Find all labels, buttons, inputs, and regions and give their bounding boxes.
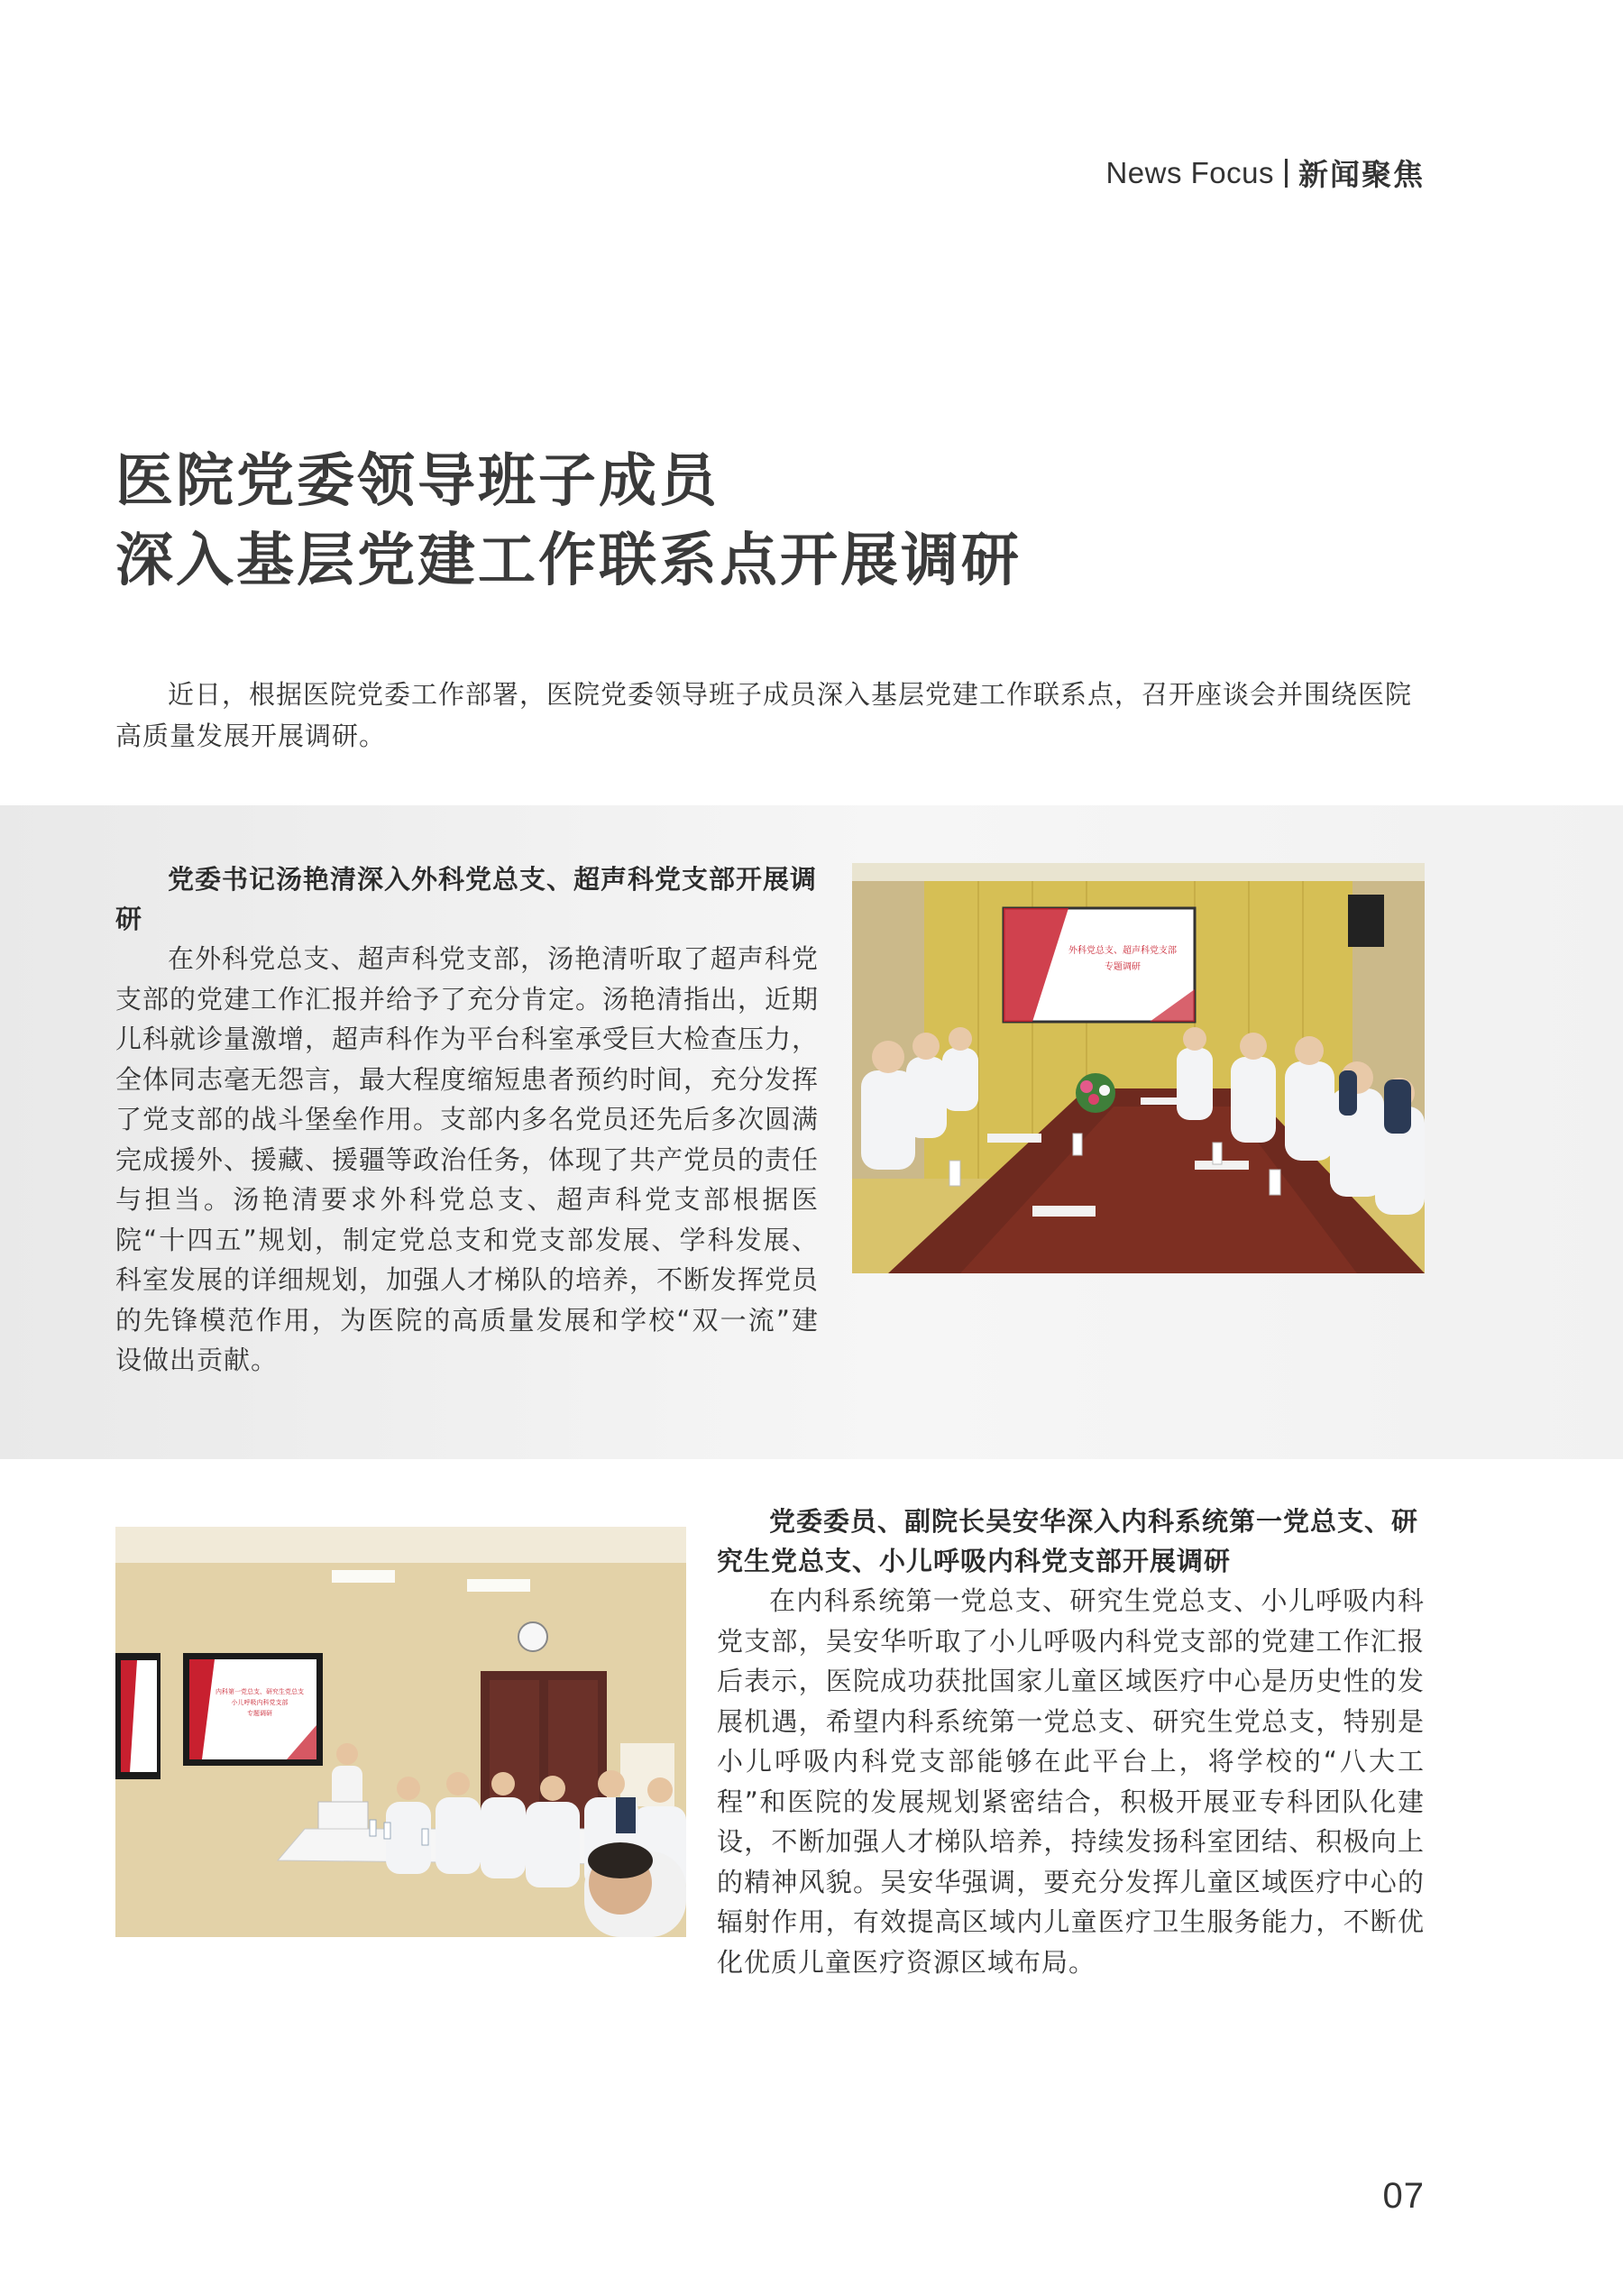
header-divider bbox=[1285, 159, 1288, 188]
photo2-screen-text-3: 专题调研 bbox=[247, 1710, 272, 1717]
photo2-screen-text-1: 内科第一党总支、研究生党总支 bbox=[215, 1688, 304, 1695]
title-line-2: 深入基层党建工作联系点开展调研 bbox=[115, 528, 1022, 594]
photo2-screen-text-2: 小儿呼吸内科党支部 bbox=[231, 1699, 289, 1706]
section-2-text bbox=[717, 1502, 1425, 1982]
section-header bbox=[1105, 152, 1425, 194]
article-title bbox=[115, 442, 1378, 601]
meeting-photo-2 bbox=[115, 1527, 686, 1937]
photo1-screen-text-1: 外科党总支、超声科党支部 bbox=[1068, 946, 1177, 956]
section-2-body: 在内科系统第一党总支、研究生党总支、小儿呼吸内科党支部，吴安华听取了小儿呼吸内科党支部的党建工作汇报后表示，医院成功获批国家儿童区域医疗中心是历史性的发展机遇，希望内科系统第一党总支、研究生党总支，特别是小儿呼吸内科党支部能够在此平台上，将学校的“八大工程”和医院的发展规划紧密结合，积极开展亚专科团队化建设，不断加强人才梯队培养，持续发扬科室团结、积极向上的精神风貌。吴安华强调，要充分发挥儿童区域医疗中心的辐射作用，有效提高区域内儿童医疗卫生服务能力，不断优化优质儿童医疗资源区域布局。 bbox=[717, 1585, 1425, 1978]
section-1-body: 在外科党总支、超声科党支部，汤艳清听取了超声科党支部的党建工作汇报并给予了充分肯定。汤艳清指出，近期儿科就诊量激增，超声科作为平台科室承受巨大检查压力，全体同志毫无怨言，最大程度缩短患者预约时间，充分发挥了党支部的战斗堡垒作用。支部内多名党员还先后多次圆满完成援外、援藏、援疆等政治任务，体现了共产党员的责任与担当。汤艳清要求外科党总支、超声科党支部根据医院“十四五”规划，制定党总支和党支部发展、学科发展、科室发展的详细规划，加强人才梯队的培养，不断发挥党员的先锋模范作用，为医院的高质量发展和学校“双一流”建设做出贡献。 bbox=[115, 943, 820, 1375]
header-english: News Focus bbox=[1105, 155, 1274, 189]
photo1-screen-text-2: 专题调研 bbox=[1105, 962, 1141, 972]
header-chinese: 新闻聚焦 bbox=[1298, 157, 1425, 192]
section-2-heading: 党委委员、副院长吴安华深入内科系统第一党总支、研究生党总支、小儿呼吸内科党支部开展调研 bbox=[717, 1506, 1419, 1576]
title-line-1: 医院党委领导班子成员 bbox=[115, 448, 720, 515]
section-1-heading: 党委书记汤艳清深入外科党总支、超声科党支部开展调研 bbox=[115, 864, 818, 934]
intro-paragraph: 近日，根据医院党委工作部署，医院党委领导班子成员深入基层党建工作联系点，召开座谈会并围绕医院高质量发展开展调研。 bbox=[115, 679, 1413, 751]
meeting-photo-1 bbox=[852, 863, 1425, 1273]
section-1-text bbox=[115, 859, 819, 1381]
page-number: 07 bbox=[1382, 2176, 1425, 2216]
